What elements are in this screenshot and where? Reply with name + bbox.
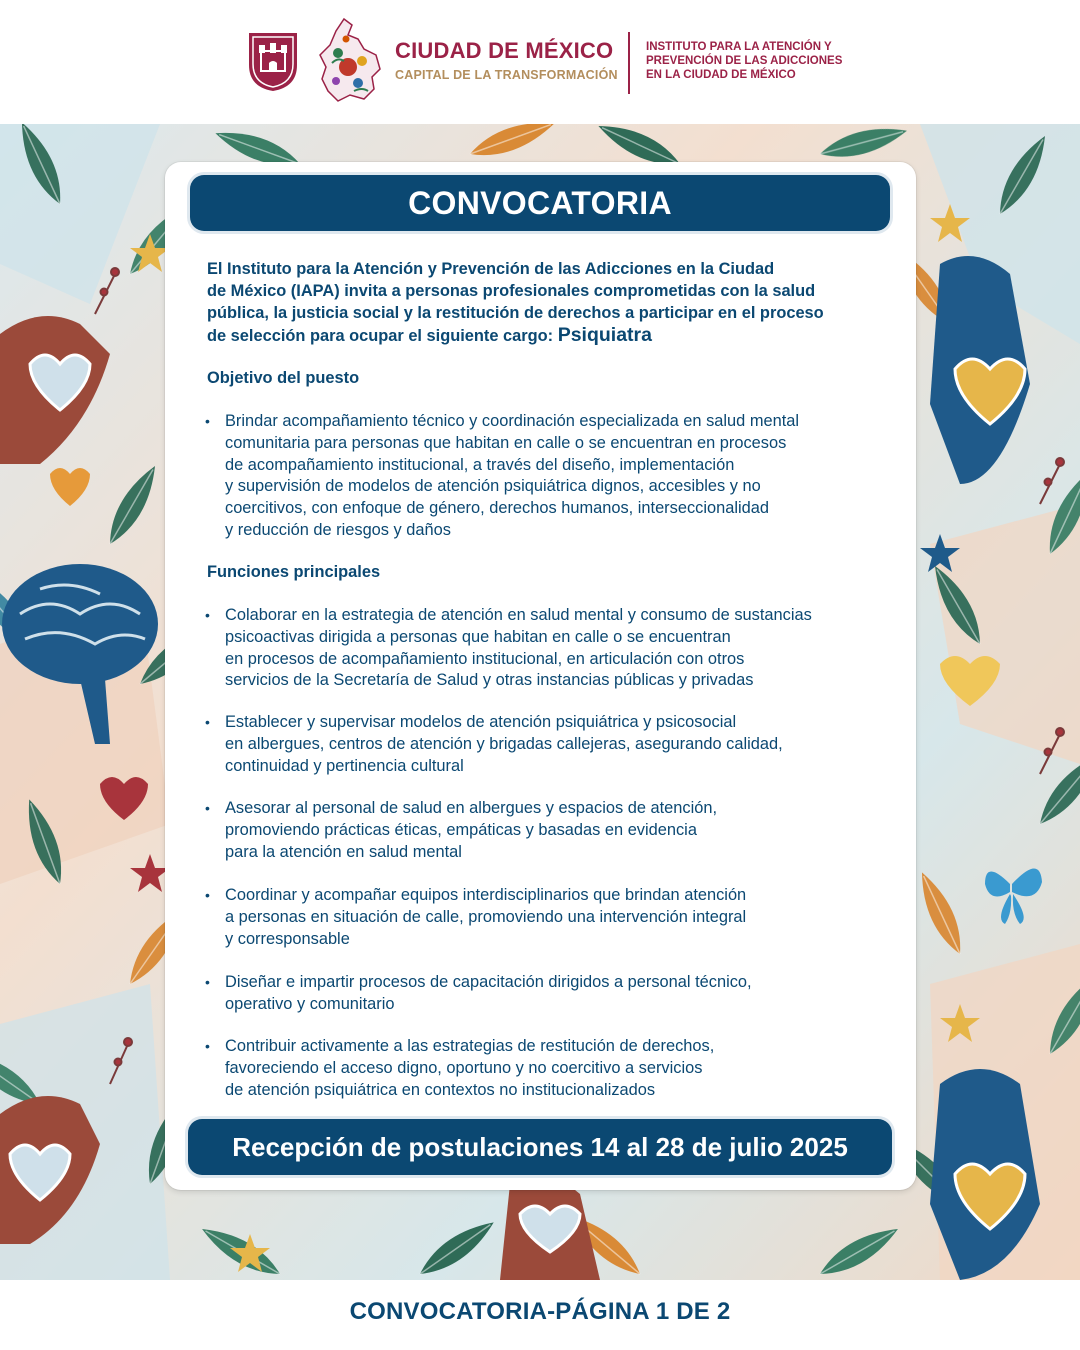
bullet-marker: •: [205, 887, 210, 903]
objective-line: y reducción de riesgos y daños: [225, 520, 451, 539]
bullet-marker: •: [205, 800, 210, 816]
function-line: para la atención en salud mental: [225, 842, 462, 861]
deadline-banner: [188, 1119, 892, 1175]
institute-line: PREVENCIÓN DE LAS ADICCIONES: [646, 55, 843, 67]
function-line: Colaborar en la estrategia de atención en salud mental y consumo de sustancias: [225, 606, 812, 624]
institute-line: INSTITUTO PARA LA ATENCIÓN Y: [646, 41, 832, 53]
function-line: Asesorar al personal de salud en albergues y espacios de atención,: [225, 799, 718, 817]
function-line: operativo y comunitario: [225, 994, 395, 1013]
page-title: CONVOCATORIA: [408, 184, 672, 221]
city-title: CIUDAD DE MÉXICO: [395, 38, 614, 63]
intro-line: [207, 324, 867, 347]
intro-paragraph: [207, 258, 867, 347]
intro-line: El Instituto para la Atención y Prevención de las Adicciones en la Ciudad: [207, 260, 775, 278]
bullet-marker: •: [205, 607, 210, 623]
institute-line: EN LA CIUDAD DE MÉXICO: [646, 69, 796, 81]
objective-heading: Objetivo del puesto: [207, 369, 360, 387]
functions-heading: Funciones principales: [207, 563, 381, 581]
bullet-marker: •: [205, 413, 210, 429]
role-name: Psiquiatra: [557, 324, 652, 346]
bullet-marker: •: [205, 1038, 210, 1054]
institute-name: [646, 40, 856, 82]
page-indicator: CONVOCATORIA-PÁGINA 1 DE 2: [349, 1298, 731, 1325]
function-line: en procesos de acompañamiento institucional, en articulación con otros: [225, 649, 745, 668]
function-line: Establecer y supervisar modelos de atención psiquiátrica y psicosocial: [225, 713, 737, 731]
function-line: Contribuir activamente a las estrategias de restitución de derechos,: [225, 1037, 715, 1055]
function-line: a personas en situación de calle, promoviendo una intervención integral: [225, 907, 747, 926]
city-subtitle: CAPITAL DE LA TRANSFORMACIÓN: [395, 68, 618, 82]
objective-line: comunitaria para personas que habitan en calle o se encuentran en procesos: [225, 433, 787, 452]
function-line: psicoactivas dirigida a personas que habitan en calle o se encuentran: [225, 627, 731, 646]
intro-line-prefix: de selección para ocupar el siguiente cargo:: [207, 327, 558, 345]
objective-line: Brindar acompañamiento técnico y coordinación especializada en salud mental: [225, 412, 800, 430]
objective-line: de acompañamiento institucional, a través del diseño, implementación: [225, 455, 735, 474]
bullet-marker: •: [205, 974, 210, 990]
objective-line: y supervisión de modelos de atención psiquiátrica dignos, accesibles y no: [225, 477, 761, 496]
cdmx-map-logo-icon: [318, 17, 382, 103]
header: [0, 0, 1080, 124]
deadline-text: Recepción de postulaciones 14 al 28 de julio 2025: [232, 1131, 848, 1162]
bullet-marker: •: [205, 714, 210, 730]
header-divider: [628, 32, 630, 94]
function-line: servicios de la Secretaría de Salud y otras instancias públicas y privadas: [225, 671, 754, 690]
intro-line: pública, la justicia social y la restitución de derechos a participar en el proceso: [207, 304, 824, 322]
title-banner: [190, 175, 890, 231]
function-line: y corresponsable: [225, 929, 350, 948]
function-line: en albergues, centros de atención y brigadas callejeras, asegurando calidad,: [225, 734, 783, 753]
coat-of-arms-icon: [246, 31, 300, 93]
objective-line: coercitivos, con enfoque de género, derechos humanos, interseccionalidad: [225, 499, 769, 518]
function-line: Coordinar y acompañar equipos interdisciplinarios que brindan atención: [225, 886, 747, 904]
intro-line: de México (IAPA) invita a personas profesionales comprometidas con la salud: [207, 282, 816, 300]
function-line: continuidad y pertinencia cultural: [225, 756, 464, 775]
function-line: favoreciendo el acceso digno, oportuno y no coercitivo a servicios: [225, 1058, 703, 1077]
function-line: promoviendo prácticas éticas, empáticas y basadas en evidencia: [225, 820, 697, 839]
function-line: Diseñar e impartir procesos de capacitación dirigidos a personal técnico,: [225, 973, 752, 991]
function-line: de atención psiquiátrica en contextos no institucionalizados: [225, 1080, 656, 1099]
